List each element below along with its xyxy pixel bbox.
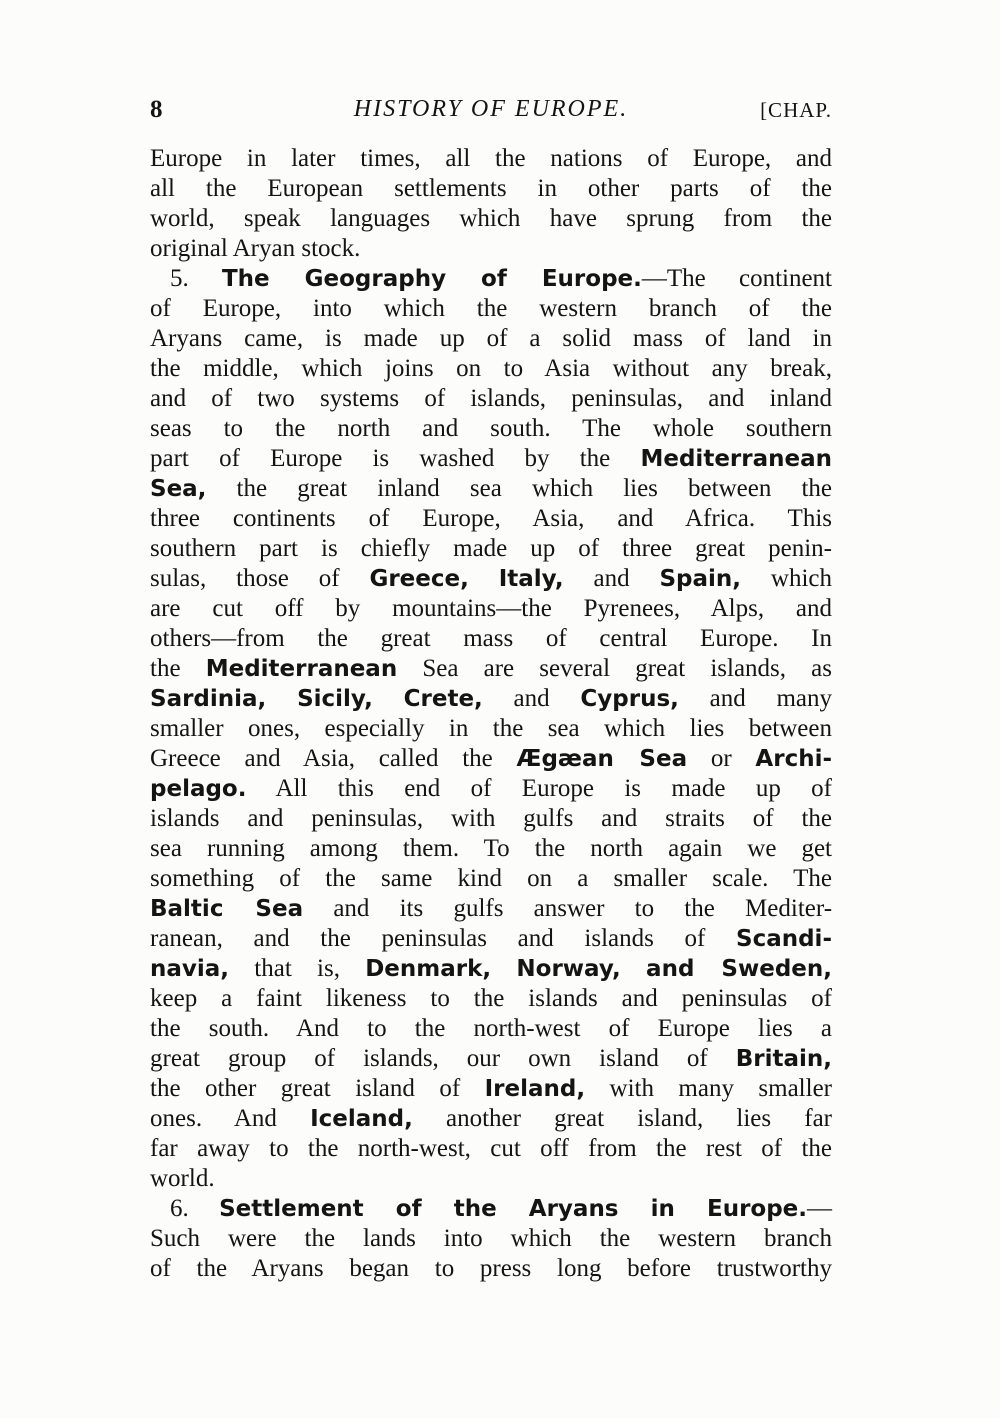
bold-term: Greece, bbox=[369, 566, 469, 592]
text-line: sulas, those of Greece, Italy, and Spain, which bbox=[150, 565, 832, 592]
section-heading-line: 6. Settlement of the Aryans in Europe.— bbox=[170, 1195, 833, 1222]
bold-term: Italy, bbox=[498, 566, 564, 592]
text-line: the south. And to the north-west of Europe lies a bbox=[150, 1015, 832, 1042]
section-heading-line: 5. The Geography of Europe.—The continent bbox=[170, 265, 832, 292]
bold-term: Ægæan Sea bbox=[516, 746, 688, 772]
bold-term: Cyprus, bbox=[580, 686, 679, 712]
text-line: and of two systems of islands, peninsulas, and inland bbox=[150, 385, 832, 412]
bold-term: Ireland, bbox=[484, 1076, 586, 1102]
text-line: part of Europe is washed by the Mediterranean bbox=[150, 445, 832, 472]
bold-term: Mediterranean bbox=[205, 656, 398, 682]
bold-term: Sardinia, bbox=[150, 686, 267, 712]
bold-term: Denmark, bbox=[365, 956, 492, 982]
text-line: original Aryan stock. bbox=[150, 235, 361, 262]
text-line: Sardinia, Sicily, Crete, and Cyprus, and many bbox=[150, 685, 833, 712]
page-number: 8 bbox=[150, 96, 163, 123]
chapter-mark: [CHAP. bbox=[760, 98, 832, 122]
bold-term: pelago. bbox=[150, 776, 247, 802]
text-line: the Mediterranean Sea are several great islands, as bbox=[150, 655, 833, 682]
bold-term: Crete, bbox=[403, 686, 483, 712]
text-line: the middle, which joins on to Asia without any break, bbox=[150, 355, 832, 382]
text-line: Greece and Asia, called the Ægæan Sea or Archi- bbox=[150, 745, 833, 772]
text-line: keep a faint likeness to the islands and peninsulas of bbox=[150, 985, 832, 1012]
body-text bbox=[150, 144, 832, 1284]
bold-term: Baltic Sea bbox=[150, 896, 304, 922]
text-line: are cut off by mountains—the Pyrenees, Alps, and bbox=[150, 595, 832, 622]
text-line: Aryans came, is made up of a solid mass of land in bbox=[150, 325, 832, 352]
text-line: world. bbox=[150, 1165, 215, 1192]
bold-term: Settlement of the Aryans in Europe. bbox=[219, 1196, 808, 1222]
text-line: smaller ones, especially in the sea which lies between bbox=[150, 715, 832, 742]
bold-term: The Geography of Europe. bbox=[221, 266, 642, 292]
bold-term: Sea, bbox=[150, 476, 207, 502]
bold-term: Britain, bbox=[735, 1046, 832, 1072]
text-line: of the Aryans began to press long before trustworthy bbox=[150, 1255, 832, 1282]
running-title: HISTORY OF EUROPE. bbox=[353, 96, 629, 122]
bold-term: Mediterranean bbox=[640, 446, 832, 472]
text-line: world, speak languages which have sprung from the bbox=[150, 205, 832, 232]
text-line: pelago. All this end of Europe is made up of bbox=[150, 775, 832, 802]
bold-term: Sicily, bbox=[297, 686, 373, 712]
bold-term: and Sweden, bbox=[646, 956, 832, 982]
text-line: of Europe, into which the western branch of the bbox=[150, 295, 832, 322]
text-line: Sea, the great inland sea which lies between the bbox=[150, 475, 832, 502]
text-line: ones. And Iceland, another great island, lies far bbox=[150, 1105, 833, 1132]
text-line: Such were the lands into which the western branch bbox=[150, 1225, 832, 1252]
bold-term: Norway, bbox=[516, 956, 621, 982]
text-line: sea running among them. To the north again we get bbox=[150, 835, 832, 862]
bold-term: Iceland, bbox=[310, 1106, 413, 1132]
text-line: all the European settlements in other parts of the bbox=[150, 175, 832, 202]
bold-term: Archi- bbox=[755, 746, 833, 772]
bold-term: Scandi- bbox=[736, 926, 832, 952]
text-line: Baltic Sea and its gulfs answer to the Mediter- bbox=[150, 895, 833, 922]
page-header bbox=[150, 96, 832, 136]
bold-term: Spain, bbox=[659, 566, 742, 592]
text-line: the other great island of Ireland, with many smaller bbox=[150, 1075, 832, 1102]
text-line: seas to the north and south. The whole southern bbox=[150, 415, 832, 442]
bold-term: navia, bbox=[150, 956, 230, 982]
text-line: far away to the north-west, cut off from the rest of the bbox=[150, 1135, 832, 1162]
text-line: southern part is chiefly made up of three great penin- bbox=[150, 535, 832, 562]
text-line: Europe in later times, all the nations of Europe, and bbox=[150, 145, 832, 172]
text-line: islands and peninsulas, with gulfs and straits of the bbox=[150, 805, 832, 832]
text-line: great group of islands, our own island of Britain, bbox=[150, 1045, 832, 1072]
text-line: ranean, and the peninsulas and islands of Scandi- bbox=[150, 925, 832, 952]
text-line: navia, that is, Denmark, Norway, and Sweden, bbox=[150, 955, 832, 982]
text-line: others—from the great mass of central Europe. In bbox=[150, 625, 832, 652]
text-line: something of the same kind on a smaller scale. The bbox=[150, 865, 832, 892]
text-line: three continents of Europe, Asia, and Africa. This bbox=[150, 505, 832, 532]
